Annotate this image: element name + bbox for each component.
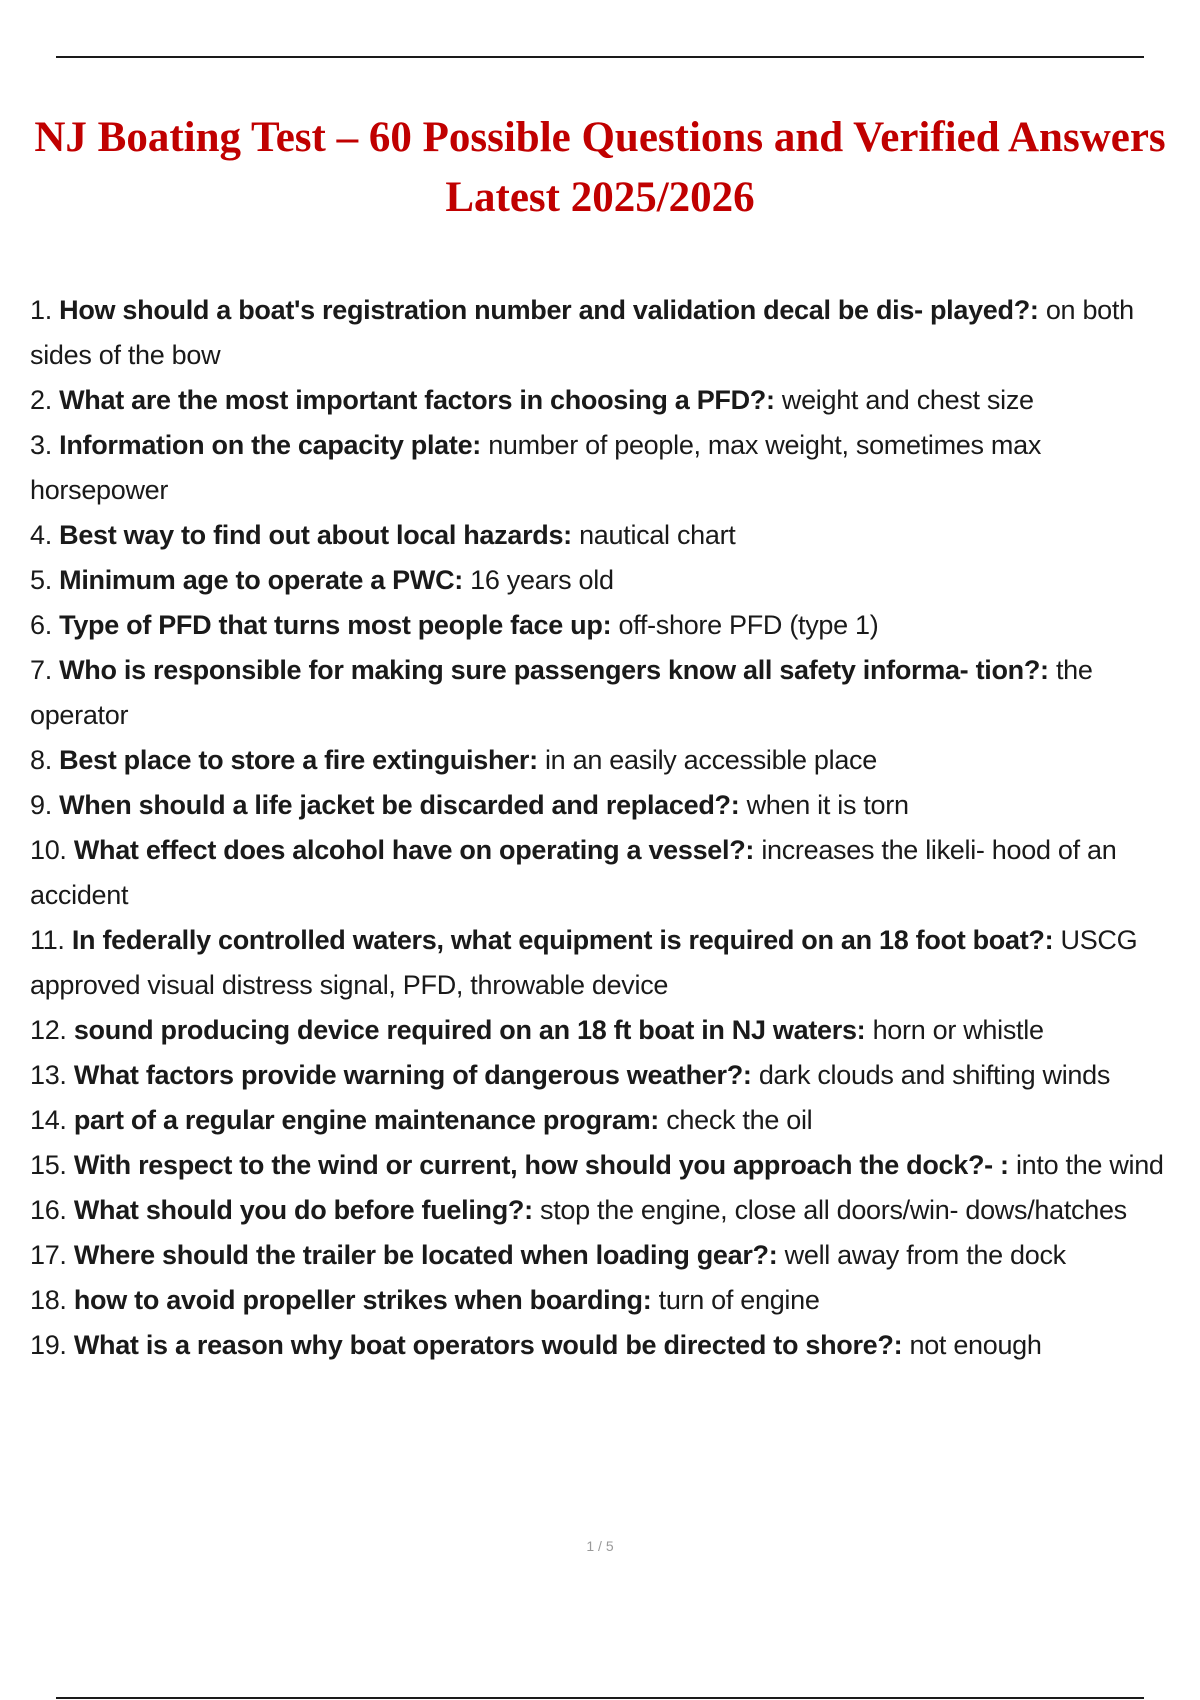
title-line-2: Latest 2025/2026 (445, 174, 755, 221)
qa-item (30, 1278, 1180, 1323)
answer-text: dark clouds and shifting winds (758, 1060, 1111, 1090)
top-divider (56, 56, 1144, 58)
qa-item (30, 558, 1180, 603)
qa-item (30, 738, 1180, 783)
question-text: In federally controlled waters, what equipment is required on an 18 foot boat?: (71, 925, 1054, 955)
question-number: 6. (30, 610, 52, 640)
question-number: 18. (30, 1285, 67, 1315)
title-line-1: NJ Boating Test – 60 Possible Questions and Verified Answers (34, 114, 1166, 161)
qa-item (30, 423, 1180, 513)
question-number: 13. (30, 1060, 67, 1090)
answer-text: 16 years old (470, 565, 614, 595)
qa-item (30, 1323, 1180, 1368)
question-number: 8. (30, 745, 52, 775)
document-title (0, 108, 1200, 228)
qa-item (30, 288, 1180, 378)
question-text: Best place to store a fire extinguisher: (59, 745, 538, 775)
question-number: 12. (30, 1015, 67, 1045)
answer-text: the operator (30, 655, 1093, 730)
question-text: What are the most important factors in choosing a PFD?: (59, 385, 775, 415)
answer-text: well away from the dock (784, 1240, 1066, 1270)
question-text: How should a boat's registration number and validation decal be dis- played?: (59, 295, 1039, 325)
qa-item (30, 603, 1180, 648)
question-text: What factors provide warning of dangerous weather?: (73, 1060, 752, 1090)
question-number: 11. (30, 925, 65, 955)
qa-item (30, 513, 1180, 558)
question-text: What should you do before fueling?: (73, 1195, 533, 1225)
qa-item (30, 918, 1180, 1008)
answer-text: stop the engine, close all doors/win- dows/hatches (540, 1195, 1127, 1225)
qa-list (30, 288, 1180, 1368)
question-text: Best way to find out about local hazards: (59, 520, 572, 550)
answer-text: into the wind (1015, 1150, 1164, 1180)
question-text: part of a regular engine maintenance program: (73, 1105, 659, 1135)
qa-item (30, 648, 1180, 738)
question-text: What is a reason why boat operators would be directed to shore?: (73, 1330, 903, 1360)
question-number: 16. (30, 1195, 67, 1225)
question-number: 7. (30, 655, 52, 685)
qa-item (30, 1053, 1180, 1098)
qa-item (30, 1233, 1180, 1278)
question-number: 4. (30, 520, 52, 550)
question-number: 19. (30, 1330, 67, 1360)
question-text: With respect to the wind or current, how should you approach the dock?- : (73, 1150, 1009, 1180)
qa-item (30, 783, 1180, 828)
answer-text: weight and chest size (781, 385, 1034, 415)
question-text: Who is responsible for making sure passengers know all safety informa- tion?: (59, 655, 1049, 685)
question-number: 9. (30, 790, 52, 820)
question-text: Minimum age to operate a PWC: (59, 565, 463, 595)
bottom-divider (56, 1697, 1144, 1699)
answer-text: off-shore PFD (type 1) (618, 610, 879, 640)
question-number: 14. (30, 1105, 67, 1135)
question-number: 2. (30, 385, 52, 415)
question-text: how to avoid propeller strikes when boarding: (73, 1285, 652, 1315)
qa-item (30, 378, 1180, 423)
answer-text: increases the likeli- hood of an accident (30, 835, 1117, 910)
answer-text: USCG approved visual distress signal, PFD, throwable device (30, 925, 1138, 1000)
qa-item (30, 1098, 1180, 1143)
question-number: 10. (30, 835, 67, 865)
answer-text: when it is torn (746, 790, 909, 820)
question-text: When should a life jacket be discarded and replaced?: (59, 790, 740, 820)
qa-item (30, 1143, 1180, 1188)
answer-text: in an easily accessible place (544, 745, 877, 775)
page-number: 1 / 5 (586, 1538, 614, 1554)
answer-text: check the oil (666, 1105, 813, 1135)
answer-text: not enough (909, 1330, 1042, 1360)
question-text: Information on the capacity plate: (59, 430, 481, 460)
answer-text: horn or whistle (872, 1015, 1044, 1045)
answer-text: on both sides of the bow (30, 295, 1134, 370)
question-number: 17. (30, 1240, 67, 1270)
qa-item (30, 828, 1180, 918)
question-text: Where should the trailer be located when loading gear?: (73, 1240, 778, 1270)
qa-item (30, 1008, 1180, 1053)
answer-text: number of people, max weight, sometimes max horsepower (30, 430, 1042, 505)
question-number: 15. (30, 1150, 67, 1180)
answer-text: nautical chart (579, 520, 736, 550)
qa-item (30, 1188, 1180, 1233)
question-number: 1. (30, 295, 52, 325)
question-number: 5. (30, 565, 52, 595)
question-number: 3. (30, 430, 52, 460)
question-text: Type of PFD that turns most people face up: (59, 610, 612, 640)
question-text: What effect does alcohol have on operating a vessel?: (73, 835, 755, 865)
question-text: sound producing device required on an 18 ft boat in NJ waters: (73, 1015, 866, 1045)
answer-text: turn of engine (658, 1285, 820, 1315)
